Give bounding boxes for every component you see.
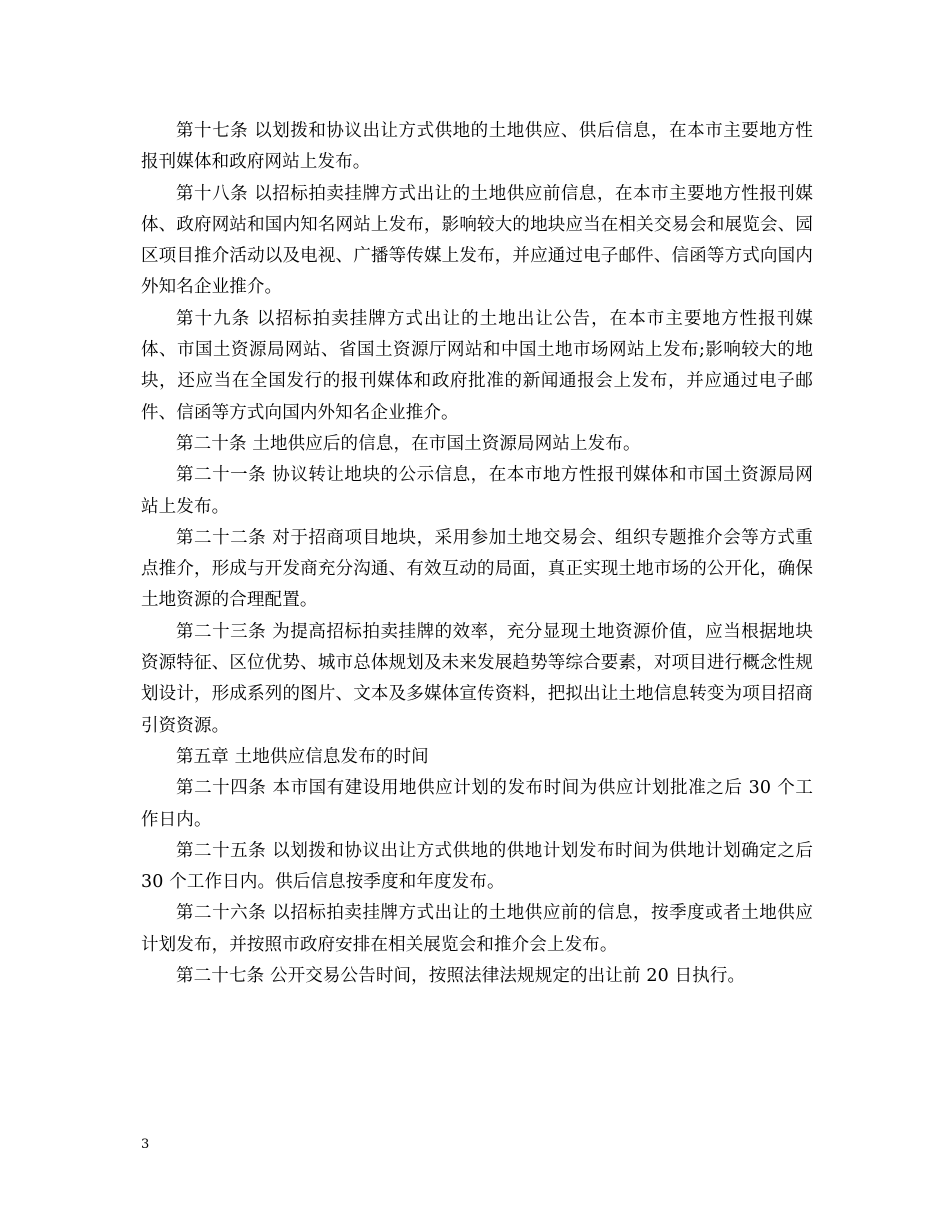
article-20-paragraph: 第二十条 土地供应后的信息，在市国土资源局网站上发布。: [176, 433, 641, 454]
document-body: [141, 116, 813, 992]
article-24-paragraph: 第二十四条 本市国有建设用地供应计划的发布时间为供应计划批准之后 30 个工作日内。: [141, 778, 813, 830]
chapter-5-heading: 第五章 土地供应信息发布的时间: [176, 746, 429, 767]
article-26-paragraph: 第二十六条 以招标拍卖挂牌方式出让的土地供应前的信息，按季度或者土地供应计划发布，并按照市政府安排在相关展览会和推介会上发布。: [141, 903, 813, 955]
article-22-paragraph: 第二十二条 对于招商项目地块，采用参加土地交易会、组织专题推介会等方式重点推介，形成与开发商充分沟通、有效互动的局面，真正实现土地市场的公开化，确保土地资源的合理配置。: [141, 527, 813, 611]
article-21-paragraph: 第二十一条 协议转让地块的公示信息，在本市地方性报刊媒体和市国土资源局网站上发布。: [141, 465, 813, 517]
article-19-paragraph: 第十九条 以招标拍卖挂牌方式出让的土地出让公告，在本市主要地方性报刊媒体、市国土资源局网站、省国土资源厅网站和中国土地市场网站上发布;影响较大的地块，还应当在全国发行的报刊媒体和政府批准的新闻通报会上发布，并应通过电子邮件、信函等方式向国内外知名企业推介。: [141, 308, 813, 423]
article-27-paragraph: 第二十七条 公开交易公告时间，按照法律法规规定的出让前 20 日执行。: [176, 966, 746, 987]
article-18-paragraph: 第十八条 以招标拍卖挂牌方式出让的土地供应前信息，在本市主要地方性报刊媒体、政府网站和国内知名网站上发布，影响较大的地块应当在相关交易会和展览会、园区项目推介活动以及电视、广播等传媒上发布，并应通过电子邮件、信函等方式向国内外知名企业推介。: [141, 183, 813, 298]
article-25-paragraph: 第二十五条 以划拨和协议出让方式供地的供地计划发布时间为供地计划确定之后 30 个工作日内。供后信息按季度和年度发布。: [141, 840, 813, 893]
page-number: 3: [141, 1137, 150, 1152]
article-17-paragraph: 第十七条 以划拨和协议出让方式供地的土地供应、供后信息，在本市主要地方性报刊媒体和政府网站上发布。: [141, 121, 813, 173]
article-23-paragraph: 第二十三条 为提高招标拍卖挂牌的效率，充分显现土地资源价值，应当根据地块资源特征、区位优势、城市总体规划及未来发展趋势等综合要素，对项目进行概念性规划设计，形成系列的图片、文本及多媒体宣传资料，把拟出让土地信息转变为项目招商引资资源。: [141, 621, 813, 736]
